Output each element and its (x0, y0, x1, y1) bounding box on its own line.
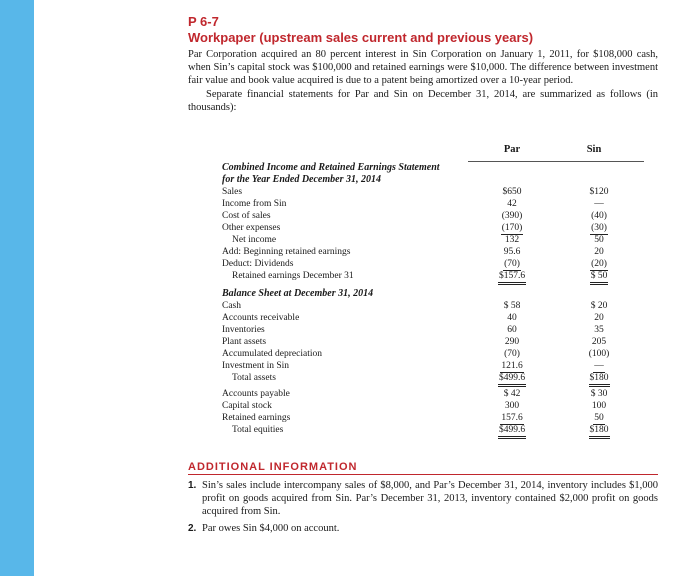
row-label: Accounts payable (222, 389, 290, 399)
table-row (222, 424, 632, 436)
par-value: (170) (501, 223, 523, 233)
row-label: Add: Beginning retained earnings (222, 247, 351, 257)
sin-value: (30) (591, 223, 607, 233)
row-label: Net income (232, 235, 277, 245)
item-number: 1. (188, 480, 197, 491)
list-item (188, 522, 658, 535)
problem-paragraph-2: Separate financial statements for Par and Sin on December 31, 2014, are summarized as follows (in thousands): (188, 89, 658, 113)
row-label: Accounts receivable (222, 313, 300, 323)
par-value: $ 42 (503, 389, 521, 399)
row-label: Total equities (232, 425, 284, 435)
row-label: Inventories (222, 325, 265, 335)
table-row (222, 336, 632, 348)
table-row (222, 388, 632, 400)
additional-information-heading: ADDITIONAL INFORMATION (188, 461, 658, 475)
sin-value: (20) (591, 259, 607, 269)
item-number: 2. (188, 523, 197, 534)
income-statement-period: for the Year Ended December 31, 2014 (222, 174, 381, 185)
sin-value: 100 (591, 401, 607, 411)
problem-statement (188, 14, 658, 114)
par-value: 40 (507, 313, 517, 323)
column-header-par: Par (503, 144, 521, 155)
par-value: 132 (504, 235, 520, 245)
row-label: Other expenses (222, 223, 281, 233)
table-row (222, 372, 632, 384)
sin-value: $ 50 (574, 270, 624, 285)
sin-value: (100) (588, 349, 610, 359)
problem-number: P 6-7 (188, 14, 219, 29)
sin-value: 20 (594, 247, 604, 257)
table-row (222, 234, 632, 246)
sin-value: — (594, 361, 604, 371)
left-color-bar (0, 0, 34, 576)
item-text: Par owes Sin $4,000 on account. (202, 523, 340, 534)
row-label: Retained earnings (222, 413, 291, 423)
row-label: Accumulated depreciation (222, 349, 322, 359)
sin-value: 20 (594, 313, 604, 323)
sin-value: $120 (589, 187, 609, 197)
row-label: Cash (222, 301, 241, 311)
problem-title: Workpaper (upstream sales current and previous years) (188, 30, 534, 45)
income-statement-heading: Combined Income and Retained Earnings Statement (222, 162, 440, 173)
problem-paragraph-1: Par Corporation acquired an 80 percent interest in Sin Corporation on January 1, 2011, for $108,000 cash, when Sin’s capital stock was $100,000 and retained earnings were $10,000. The difference between investment fair value and book value acquired is due to a patent being amortized over a 10-year period. (188, 49, 658, 86)
row-label: Retained earnings December 31 (232, 271, 354, 281)
sin-value: $180 (574, 372, 624, 387)
table-row (222, 222, 632, 234)
par-value: (70) (504, 259, 520, 269)
sin-value: 50 (594, 413, 604, 423)
table-row (222, 360, 632, 372)
par-value: 290 (504, 337, 520, 347)
par-value: (390) (501, 211, 523, 221)
par-value: $499.6 (486, 424, 538, 439)
sin-value: 205 (591, 337, 607, 347)
par-value: 42 (507, 199, 517, 209)
row-label: Investment in Sin (222, 361, 290, 371)
par-value: $499.6 (486, 372, 538, 387)
par-value: $ 58 (503, 301, 521, 311)
table-row (222, 300, 632, 312)
sin-value: — (594, 199, 604, 209)
row-label: Cost of sales (222, 211, 271, 221)
par-value: $157.6 (486, 270, 538, 285)
table-row (222, 198, 632, 210)
row-label: Plant assets (222, 337, 267, 347)
par-value: 95.6 (503, 247, 521, 257)
row-label: Total assets (232, 373, 276, 383)
column-header-sin: Sin (586, 144, 602, 155)
row-label: Deduct: Dividends (222, 259, 294, 269)
table-row (222, 270, 632, 282)
balance-sheet-heading: Balance Sheet at December 31, 2014 (222, 288, 374, 299)
sin-value: 35 (594, 325, 604, 335)
par-value: 300 (504, 401, 520, 411)
table-row (222, 210, 632, 222)
sin-value: (40) (591, 211, 607, 221)
table-row (222, 348, 632, 360)
par-value: 121.6 (501, 361, 523, 371)
sin-value: 50 (594, 235, 604, 245)
par-value: 60 (507, 325, 517, 335)
par-value: (70) (504, 349, 520, 359)
table-row (222, 312, 632, 324)
sin-value: $180 (574, 424, 624, 439)
item-text: Sin’s sales include intercompany sales of $8,000, and Par’s December 31, 2014, inventory includes $1,000 profit on goods acquired from Sin. Par’s December 31, 2013, inventory contained $2,000 profit on goods acquired from Sin. (202, 480, 658, 517)
table-row (222, 324, 632, 336)
row-label: Income from Sin (222, 199, 287, 209)
table-row (222, 258, 632, 270)
row-label: Sales (222, 187, 243, 197)
table-row (222, 186, 632, 198)
sin-value: $ 20 (590, 301, 608, 311)
additional-information (188, 461, 658, 539)
par-value: $650 (502, 187, 522, 197)
table-row (222, 412, 632, 424)
table-row (222, 400, 632, 412)
row-label: Capital stock (222, 401, 272, 411)
table-row (222, 246, 632, 258)
list-item (188, 479, 658, 518)
sin-value: $ 30 (590, 389, 608, 399)
par-value: 157.6 (501, 413, 523, 423)
